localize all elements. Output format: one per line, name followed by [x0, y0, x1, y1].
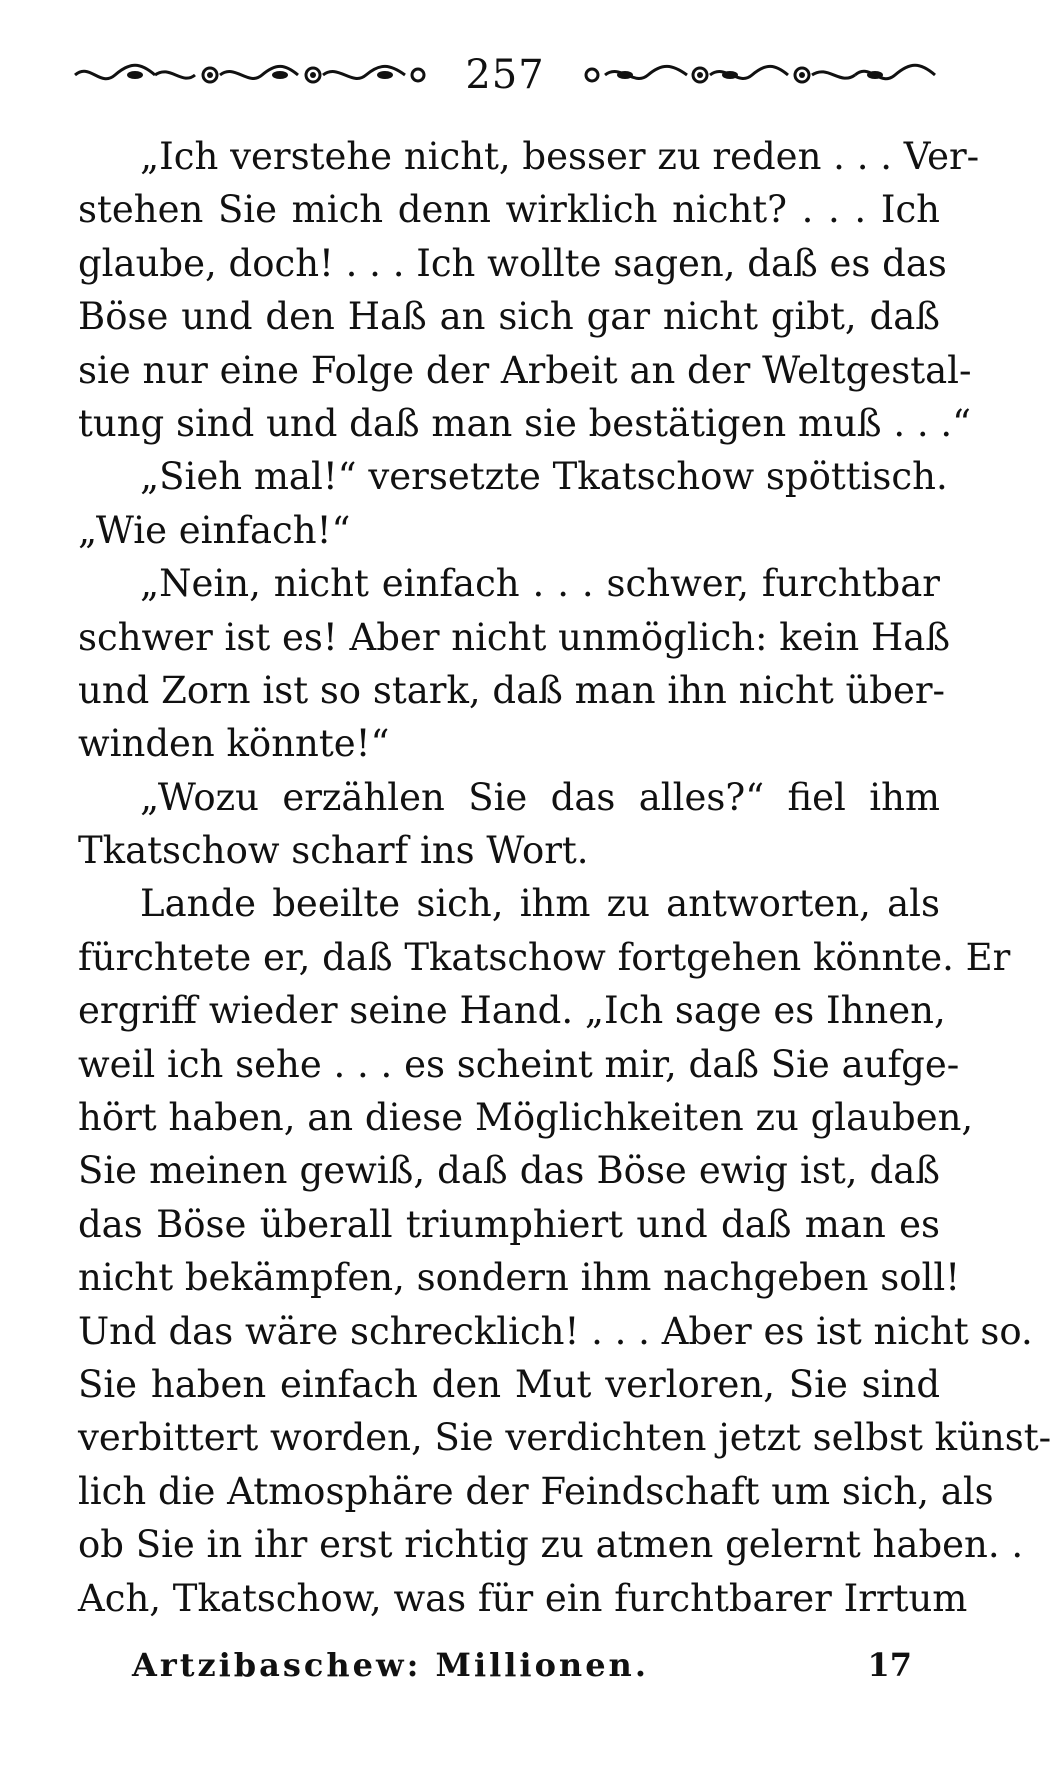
text-line: winden könnte!“ — [78, 722, 390, 766]
text-line: „Sieh mal!“ versetzte Tkatschow spöttisch. — [140, 455, 948, 499]
page-number: 257 — [465, 52, 545, 98]
text-line: Und das wäre schrecklich! . . . Aber es ist nicht so. — [78, 1309, 1033, 1353]
text-line: weil ich sehe . . . es scheint mir, daß Sie aufge- — [78, 1042, 960, 1086]
text-line: Ach, Tkatschow, was für ein furchtbarer Irrtum — [78, 1576, 968, 1620]
book-signature-title: Artzibaschew: Millionen. — [132, 1646, 649, 1684]
text-line: verbittert worden, Sie verdichten jetzt selbst künst- — [78, 1416, 1051, 1460]
text-line: „Ich verstehe nicht, besser zu reden . . . Ver- — [140, 135, 980, 178]
text-line: sie nur eine Folge der Arbeit an der Weltgestal- — [78, 348, 972, 392]
text-line: ergriff wieder seine Hand. „Ich sage es Ihnen, — [78, 989, 946, 1033]
text-line: ob Sie in ihr erst richtig zu atmen gelernt haben. . — [78, 1523, 1024, 1567]
text-line: schwer ist es! Aber nicht unmöglich: kein Haß — [78, 615, 951, 659]
body-text — [78, 130, 1051, 1625]
left-ornament-icon — [70, 60, 430, 90]
text-line: stehen Sie mich denn wirklich nicht? . . . Ich — [78, 188, 940, 232]
text-line: und Zorn ist so stark, daß man ihn nicht über- — [78, 668, 946, 712]
text-line: Lande beeilte sich, ihm zu antworten, als — [140, 882, 940, 926]
text-line: glaube, doch! . . . Ich wollte sagen, daß es das — [78, 241, 947, 285]
text-line: Böse und den Haß an sich gar nicht gibt, daß — [78, 295, 940, 339]
text-line: fürchtete er, daß Tkatschow fortgehen könnte. Er — [78, 935, 1011, 979]
sheet-number: 17 — [867, 1646, 912, 1684]
text-line: das Böse überall triumphiert und daß man es — [78, 1202, 940, 1246]
page-footer — [132, 1640, 912, 1690]
text-line: „Nein, nicht einfach . . . schwer, furchtbar — [140, 562, 940, 606]
text-line: Sie haben einfach den Mut verloren, Sie sind — [78, 1362, 940, 1406]
text-line: „Wie einfach!“ — [78, 508, 351, 552]
text-line: hört haben, an diese Möglichkeiten zu glauben, — [78, 1096, 974, 1140]
text-line: nicht bekämpfen, sondern ihm nachgeben soll! — [78, 1256, 961, 1300]
text-line: Tkatschow scharf ins Wort. — [78, 829, 589, 873]
text-line: „Wozu erzählen Sie das alles?“ fiel ihm — [140, 775, 940, 819]
text-line: Sie meinen gewiß, daß das Böse ewig ist, daß — [78, 1149, 940, 1193]
right-ornament-icon — [580, 60, 940, 90]
text-line: tung sind und daß man sie bestätigen muß . . .“ — [78, 401, 972, 445]
page-header — [70, 45, 940, 105]
text-line: lich die Atmosphäre der Feindschaft um sich, als — [78, 1469, 994, 1513]
